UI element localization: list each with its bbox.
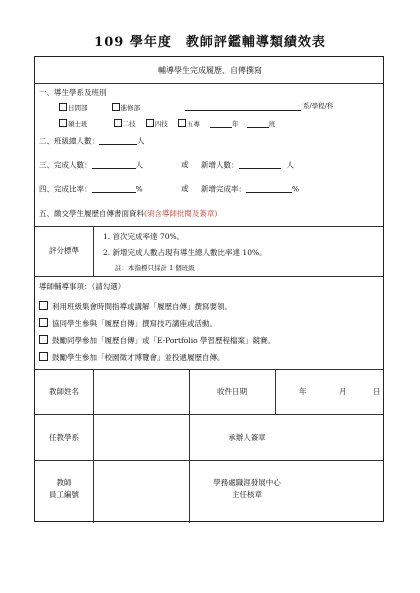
completion-rate-blank[interactable] bbox=[92, 185, 136, 193]
sec3-unit: 人 bbox=[135, 160, 143, 170]
sec2-unit: 人 bbox=[137, 136, 145, 146]
master-label: 碩士班 bbox=[68, 120, 88, 128]
sec5-line bbox=[39, 210, 217, 218]
guidance-checkbox-3[interactable] bbox=[39, 335, 48, 344]
criteria-item-2: 2. 新增完成人數占現有導生總人數比率達 10%。 bbox=[103, 248, 267, 257]
dept-blank[interactable] bbox=[185, 103, 301, 111]
department-field[interactable] bbox=[94, 415, 189, 460]
rule-criteria-divider bbox=[93, 226, 94, 276]
department-label: 任教學系 bbox=[49, 433, 79, 442]
criteria-note: 註：本指標只採計 1 個班級 bbox=[115, 264, 195, 272]
teacher-id-label-1: 教師 bbox=[56, 478, 72, 487]
rule-footer-top bbox=[35, 369, 383, 370]
year-blank[interactable] bbox=[210, 120, 232, 128]
sec3-line bbox=[39, 161, 143, 169]
office-label-1: 學務處職涯發展中心 bbox=[213, 478, 281, 487]
day-checkbox[interactable] bbox=[59, 103, 67, 111]
guidance-text-4: 鼓勵學生參加「校園徵才博覽會」並投遞履歷自傳。 bbox=[52, 353, 225, 362]
evening-label: 進修部 bbox=[120, 104, 141, 112]
sec4-or: 或 bbox=[181, 184, 189, 193]
criteria-item-1: 1. 首次完成率達 70%。 bbox=[103, 232, 185, 241]
tech2-label: 二技 bbox=[122, 120, 136, 128]
sec1-label: 一、導生學系及班別 bbox=[39, 88, 107, 97]
class-label: 班 bbox=[268, 120, 276, 128]
guidance-checkbox-1[interactable] bbox=[39, 301, 48, 310]
sec4-line bbox=[39, 185, 143, 193]
total-students-blank[interactable] bbox=[99, 137, 137, 145]
sec4-new-line bbox=[201, 185, 299, 193]
sec1-row2 bbox=[59, 119, 275, 128]
document-title: 109 學年度 教師評鑑輔導類績效表 bbox=[94, 35, 326, 50]
handler-sign-label: 承辦人簽章 bbox=[228, 433, 266, 442]
sec4-label: 四、完成比率： bbox=[39, 184, 92, 194]
guidance-text-1: 利用班級集會時間指導或講解「履歷自傳」撰寫要領。 bbox=[52, 302, 232, 311]
sec3-new-unit: 人 bbox=[286, 160, 294, 170]
rule-criteria-bottom bbox=[35, 276, 383, 277]
date-month-label: 月 bbox=[339, 387, 347, 396]
guidance-label: 導師輔導事項：（請勾選） bbox=[39, 282, 126, 291]
rule-criteria-top bbox=[35, 226, 383, 227]
rule-footer-mid1 bbox=[35, 414, 383, 415]
teacher-id-field[interactable] bbox=[94, 461, 189, 521]
sec2-line bbox=[39, 137, 145, 145]
dept-suffix: 系/學程/科 bbox=[303, 102, 334, 110]
guidance-item bbox=[39, 352, 225, 362]
teacher-name-label: 教師姓名 bbox=[49, 387, 79, 396]
class-blank[interactable] bbox=[247, 120, 269, 128]
tech4-checkbox[interactable] bbox=[146, 119, 154, 127]
year-label: 年 bbox=[232, 120, 239, 128]
criteria-label: 評分標準 bbox=[49, 246, 79, 255]
guidance-checkbox-4[interactable] bbox=[39, 352, 48, 361]
guidance-text-2: 協同學生參與「履歷自傳」撰寫技巧講座或活動。 bbox=[52, 319, 217, 328]
sec3-or: 或 bbox=[181, 160, 189, 169]
new-count-blank[interactable] bbox=[239, 161, 281, 169]
sec5-label: 五、繳交學生履歷自傳書面資料 bbox=[39, 209, 144, 218]
teacher-id-label-2: 員工編號 bbox=[49, 490, 79, 499]
section-heading: 輔導學生完成履歷、自傳撰寫 bbox=[158, 66, 262, 75]
five-year-label: 五專 bbox=[186, 120, 200, 128]
guidance-checkbox-2[interactable] bbox=[39, 318, 48, 327]
received-date-label: 收件日期 bbox=[217, 387, 247, 396]
day-label: 日間部 bbox=[68, 104, 88, 112]
sec3-new-line bbox=[201, 161, 294, 169]
rule-footer-col3 bbox=[275, 369, 276, 415]
new-rate-blank[interactable] bbox=[246, 185, 292, 193]
date-year-label: 年 bbox=[299, 387, 307, 396]
sec4-new-unit: % bbox=[292, 184, 300, 194]
rule-footer-mid2 bbox=[35, 460, 383, 461]
form-frame bbox=[34, 56, 384, 522]
tech4-label: 四技 bbox=[154, 120, 168, 128]
completed-count-blank[interactable] bbox=[92, 161, 136, 169]
sec1-row1 bbox=[59, 103, 140, 112]
guidance-text-3: 鼓勵同學參加「履歷自傳」或「E-Portfolio 學習歷程檔案」競賽。 bbox=[52, 336, 275, 345]
sec3-label: 三、完成人數： bbox=[39, 160, 92, 170]
sec4-new-label: 新增完成率： bbox=[201, 184, 246, 194]
sec4-unit: % bbox=[135, 184, 143, 194]
office-label-2: 主任核章 bbox=[232, 490, 262, 499]
date-day-label: 日 bbox=[373, 387, 381, 396]
guidance-item bbox=[39, 301, 232, 311]
five-year-checkbox[interactable] bbox=[178, 119, 186, 127]
teacher-name-field[interactable] bbox=[94, 370, 189, 414]
guidance-item bbox=[39, 318, 217, 328]
master-checkbox[interactable] bbox=[59, 119, 67, 127]
tech2-checkbox[interactable] bbox=[114, 119, 122, 127]
sec3-new-label: 新增人數： bbox=[201, 160, 239, 170]
guidance-item bbox=[39, 335, 275, 345]
evening-checkbox[interactable] bbox=[112, 103, 120, 111]
rule-heading bbox=[35, 83, 383, 84]
sec2-label: 二、班級總人數： bbox=[39, 136, 99, 146]
sec5-note: (須含導師批閱及簽章) bbox=[144, 209, 218, 218]
